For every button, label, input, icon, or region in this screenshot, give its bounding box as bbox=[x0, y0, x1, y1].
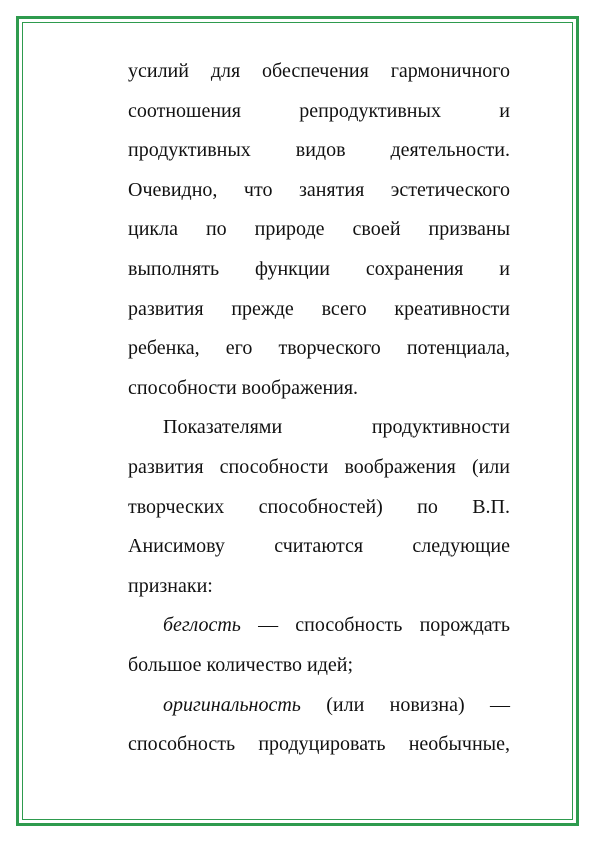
text-line: развития способности воображения (или bbox=[128, 455, 510, 478]
term-fluency: беглость bbox=[163, 614, 241, 637]
text-line: цикла по природе своей призваны bbox=[128, 218, 510, 241]
text-line: развития прежде всего креативности bbox=[128, 297, 510, 320]
text-line: способности воображения. bbox=[128, 376, 359, 399]
text-line: ребенка, его творческого потенциала, bbox=[128, 337, 510, 360]
list-item-fluency bbox=[128, 606, 510, 646]
text-line: продуктивных видов деятельности. bbox=[128, 139, 510, 162]
text-line: большое количество идей; bbox=[128, 653, 354, 676]
text-line: Анисимову считаются следующие bbox=[128, 535, 510, 558]
text-line: творческих способностей) по В.П. bbox=[128, 495, 510, 518]
document-body bbox=[128, 52, 510, 765]
text-line: усилий для обеспечения гармоничного bbox=[128, 60, 510, 82]
text-line: способность продуцировать необычные, bbox=[128, 733, 510, 756]
text-line: Показателями продуктивности bbox=[163, 416, 510, 439]
term-originality: оригинальность bbox=[163, 693, 301, 716]
text-line: Очевидно, что занятия эстетического bbox=[128, 178, 510, 201]
text-line: признаки: bbox=[128, 574, 213, 597]
text-line: выполнять функции сохранения и bbox=[128, 257, 510, 280]
text-line: соотношения репродуктивных и bbox=[128, 99, 510, 122]
list-item-originality bbox=[128, 686, 510, 726]
definition-text: (или новизна) — bbox=[300, 693, 510, 716]
definition-text: — способность порождать bbox=[240, 614, 510, 637]
